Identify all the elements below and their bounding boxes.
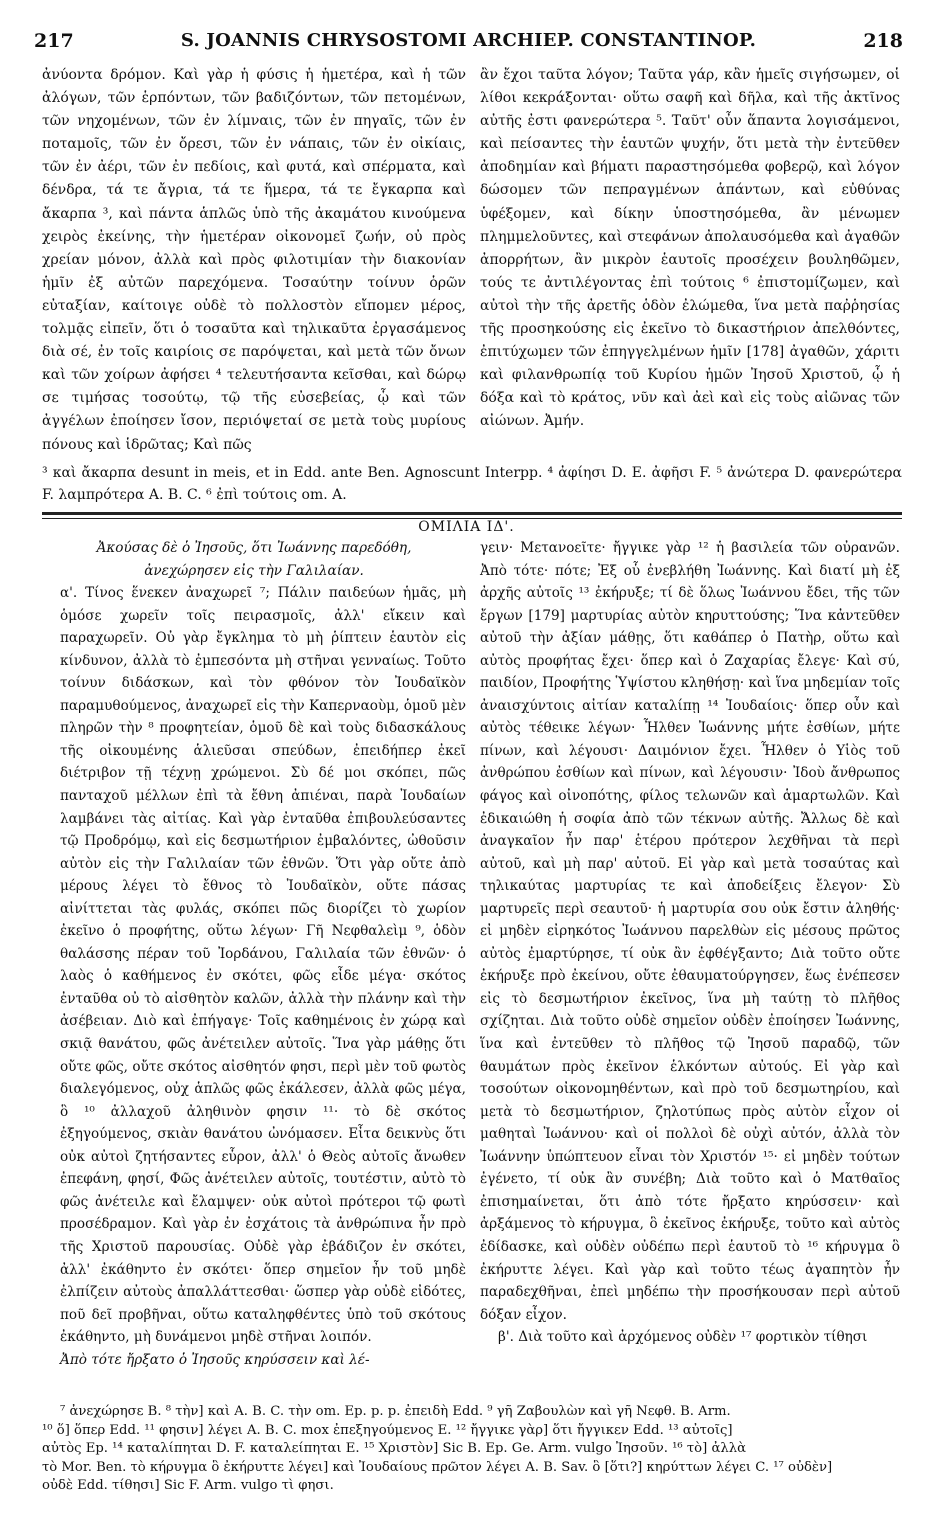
bottom-right-tail: β'. Διὰ τοῦτο καὶ ἀρχόμενος οὐδὲν ¹⁷ φορτικὸν τίθησι [498,1329,868,1346]
bottom-right-body: γειν· Μετανοεῖτε· ἤγγικε γὰρ ¹² ἡ βασιλεία τῶν οὐρανῶν. Ἀπὸ τότε· πότε; Ἐξ οὗ ἐνεβλήθη Ἰωάννης. Καὶ διατί μὴ ἐξ ἀρχῆς αὐτοῖς ¹³ ἐκήρυξε; τί δὲ ὅλως Ἰωάννου ἔδει, τῆς τῶν ἔργων [179] μαρτυρίας αὐτὸν κηρυττούσης; Ἵνα κἀντεῦθεν αὐτοῦ τὴν ἀξίαν μάθῃς, ὅτι καθάπερ ὁ Πατὴρ, οὕτω καὶ αὐτὸς προφήτας ἔχει· ὅπερ καὶ ὁ Ζαχαρίας ἔλεγε· Καὶ σύ, παιδίον, Προφήτης Ὑψίστου κληθήσῃ· καὶ ἵνα μηδεμίαν τοῖς ἀναισχύντοις αἰτίαν καταλίπῃ ¹⁴ Ἰουδαίοις· ὅπερ οὖν καὶ αὐτὸς τέθεικε λέγων· Ἦλθεν Ἰωάννης μήτε ἐσθίων, μήτε πίνων, καὶ λέγουσι· Δαιμόνιον ἔχει. Ἦλθεν ὁ Υἱὸς τοῦ ἀνθρώπου ἐσθίων καὶ πίνων, καὶ λέγουσιν· Ἰδοὺ ἄνθρωπος φάγος καὶ οἰνοπότης, φίλος τελωνῶν καὶ ἁμαρτωλῶν. Καὶ ἐδικαιώθη ἡ σοφία ἀπὸ τῶν τέκνων αὐτῆς. Ἄλλως δὲ καὶ ἀναγκαῖον ἦν παρ' ἑτέρου πρότερον λεχθῆναι τὰ περὶ αὐτοῦ, καὶ μὴ παρ' αὐτοῦ. Εἰ γὰρ καὶ μετὰ τοσαύτας καὶ τηλικαύτας μαρτυρίας τε καὶ ἀποδείξεις ἔλεγον· Σὺ μαρτυρεῖς περὶ σεαυτοῦ· ἡ μαρτυρία σου οὐκ ἔστιν ἀληθής· εἰ μηδὲν εἰρηκότος Ἰωάννου παρελθὼν εἰς μέσους πρῶτος αὐτὸς ἐμαρτύρησε, τί οὐκ ἂν ἐφθέγξαντο; Διὰ τοῦτο οὔτε ἐκήρυξε πρὸ ἐκείνου, οὔτε ἐθαυματούργησεν, ἕως ἐνέπεσεν εἰς τὸ δεσμωτήριον ἐκεῖνος, ἵνα μὴ ταύτῃ τὸ πλῆθος σχίζηται. Διὰ τοῦτο οὐδὲ σημεῖον οὐδὲν ἐποίησεν Ἰωάννης, ἵνα καὶ ἐντεῦθεν τὸ πλῆθος τῷ Ἰησοῦ παραδῷ, τῶν θαυμάτων πρὸς ἐκεῖνον ἑλκόντων αὐτούς. Εἰ γὰρ καὶ τοσούτων οἰκονομηθέντων, καὶ πρὸ τοῦ δεσμωτηρίου, καὶ μετὰ τὸ δεσμωτήριον, ζηλοτύπως πρὸς αὐτὸν εἶχον οἱ μαθηταὶ Ἰωάννου· καὶ οἱ πολλοὶ δὲ οὐχὶ αὐτόν, ἀλλὰ τὸν Ἰωάννην ὑπώπτευον εἶναι τὸν Χριστόν ¹⁵· εἰ μηδὲν τούτων ἐγένετο, τί οὐκ ἂν συνέβη; Διὰ τοῦτο καὶ ὁ Ματθαῖος ἐπισημαίνεται, ὅτι ἀπὸ τότε ἤρξατο κηρύσσειν· καὶ ἀρξάμενος τὸ κήρυγμα, ὃ ἐκεῖνος ἐκήρυξε, τοῦτο καὶ αὐτὸς ἐδίδασκε, καὶ οὐδὲν οὐδέπω περὶ ἑαυτοῦ τὸ ¹⁶ κήρυγμα ὃ ἐκήρυττε λέγει. Καὶ γὰρ καὶ τοῦτο τέως ἀγαπητὸν ἦν παραδεχθῆναι, ἐπεὶ μηδέπω τὴν προσήκουσαν περὶ αὐτοῦ δόξαν εἶχον. [480,540,900,1323]
bottom-left-tail: Ἀπὸ τότε ἤρξατο ὁ Ἰησοῦς κηρύσσειν καὶ λέ- [60,1351,370,1368]
footnote-line: ⁷ ἀνεχώρησε B. ⁸ τὴν] καὶ A. B. C. τὴν om. Ep. p. p. ἐπειδὴ Edd. ⁹ γῆ Ζαβουλὼν καὶ γῆ Νεφθ. B. Arm. [60,1404,731,1419]
footnote-line: ¹⁰ ὅ] ὅπερ Edd. ¹¹ φησιν] λέγει A. B. C. mox ἐπεξηγούμενος E. ¹² ἤγγικε γὰρ] ὅτι ἤγγικεν Edd. ¹³ αὐτοῖς] [42,1422,733,1438]
lemma: Ἀκούσας δὲ ὁ Ἰησοῦς, ὅτι Ἰωάννης παρεδόθη, ἀνεχώρησεν εἰς τὴν Γαλιλαίαν. [96,540,412,579]
bottom-footnotes [42,1403,902,1496]
homily-title: ΟΜΙΛΙΑ ΙΔ'. [418,519,515,535]
page-header [34,30,903,60]
bottom-right-column [480,537,900,1349]
page-number-right: 218 [863,30,903,52]
footnote-line: τὸ Mor. Ben. τὸ κήρυγμα ὃ ἐκήρυττε λέγει] καὶ Ἰουδαίους πρῶτον λέγει A. B. Sav. ὃ [ὅτι?] κηρύττων λέγει C. ¹⁷ οὐδὲν] [42,1459,833,1475]
footnote-line: αὐτὸς Ep. ¹⁴ καταλίπηται D. F. καταλείπηται E. ¹⁵ Χριστὸν] Sic B. Ep. Ge. Arm. vulgo Ἰησοῦν. ¹⁶ τὸ] ἀλλὰ [42,1441,746,1456]
bottom-left-column [42,537,466,1371]
top-right-text: ἂν ἔχοι ταῦτα λόγον; Ταῦτα γάρ, κἂν ἡμεῖς σιγήσωμεν, οἱ λίθοι κεκράξονται· οὕτω σαφῆ καὶ δῆλα, καὶ τῆς ἀκτῖνος αὐτῆς ἐστι φανερώτερα ⁵. Ταῦτ' οὖν ἅπαντα λογισάμενοι, καὶ πείσαντες τὴν ἑαυτῶν ψυχήν, ὅτι μετὰ τὴν ἐντεῦθεν ἀποδημίαν καὶ βήματι παραστησόμεθα φοβερῷ, καὶ λόγον δώσομεν τῶν πεπραγμένων ἁπάντων, καὶ εὐθύνας ὑφέξομεν, καὶ δίκην ὑποστησόμεθα, ἂν μένωμεν πλημμελοῦντες, καὶ στεφάνων ἀπολαυσόμεθα καὶ ἀγαθῶν ἀπορρήτων, ἂν μικρὸν ἑαυτοῖς προσέχειν βουληθῶμεν, τούς τε ἀντιλέγοντας ἐπὶ τούτοις ⁶ ἐπιστομίζωμεν, καὶ αὐτοὶ τὴν τῆς ἀρετῆς ὁδὸν ἐλώμεθα, ἵνα μετὰ παῤῥησίας τῆς προσηκούσης εἰς ἐκεῖνο τὸ δικαστήριον ἀπελθόντες, ἐπιτύχωμεν τῶν ἐπηγγελμένων ἡμῖν [178] ἀγαθῶν, χάριτι καὶ φιλανθρωπίᾳ τοῦ Κυρίου ἡμῶν Ἰησοῦ Χριστοῦ, ᾧ ἡ δόξα καὶ τὸ κράτος, νῦν καὶ ἀεὶ καὶ εἰς τοὺς αἰῶνας τῶν αἰώνων. Ἀμήν. [480,67,900,430]
top-right-column [480,64,900,434]
running-title: S. JOANNIS CHRYSOSTOMI ARCHIEP. CONSTANTINOP. [180,30,757,51]
page-number-left: 217 [34,30,74,52]
top-left-text: ἀνύοντα δρόμον. Καὶ γὰρ ἡ φύσις ἡ ἡμετέρα, καὶ ἡ τῶν ἀλόγων, τῶν ἑρπόντων, τῶν βαδιζόντων, τῶν πετομένων, τῶν νηχομένων, τῶν ἐν λίμναις, τῶν ἐν πηγαῖς, τῶν ἐν ποταμοῖς, τῶν ἐν ὄρεσι, τῶν ἐν νάπαις, τῶν ἐν οἰκίαις, τῶν ἐν ἀέρι, τῶν ἐν πεδίοις, καὶ φυτά, καὶ σπέρματα, καὶ δένδρα, τά τε ἄγρια, τά τε ἥμερα, τά τε ἔγκαρπα καὶ ἄκαρπα ³, καὶ πάντα ἁπλῶς ὑπὸ τῆς ἀκαμάτου κινούμενα χειρὸς ἐκείνης, τὴν ἡμετέραν οἰκονομεῖ ζωήν, οὐ πρὸς χρείαν μόνον, ἀλλὰ καὶ πρὸς φιλοτιμίαν τὴν διακονίαν ἡμῖν ἐξ αὐτῶν παρεχόμενα. Τοσαύτην τοίνυν ὁρῶν εὐταξίαν, καίτοιγε οὐδὲ τὸ πολλοστὸν εἴπομεν μέρος, τολμᾷς εἰπεῖν, ὅτι ὁ τοσαῦτα καὶ τηλικαῦτα ἐργασάμενος διὰ σέ, ἐν τοῖς καιρίοις σε παρόψεται, καὶ μετὰ τῶν ὄνων καὶ τῶν χοίρων ἀφήσει ⁴ τελευτήσαντα κεῖσθαι, καὶ δώρῳ σε τιμήσας τοσούτῳ, τῷ τῆς εὐσεβείας, ᾧ καὶ τῶν ἀγγέλων ἐποίησεν ἴσον, περιόψεταί σε μετὰ τοὺς μυρίους πόνους καὶ ἱδρῶτας; Καὶ πῶς [42,67,466,453]
bottom-left-body: α'. Τίνος ἕνεκεν ἀναχωρεῖ ⁷; Πάλιν παιδεύων ἡμᾶς, μὴ ὁμόσε χωρεῖν τοῖς πειρασμοῖς, ἀλλ' εἴκειν καὶ παραχωρεῖν. Οὐ γὰρ ἔγκλημα τὸ μὴ ῥίπτειν ἑαυτὸν εἰς κίνδυνον, ἀλλὰ τὸ ἐμπεσόντα μὴ στῆναι γενναίως. Τοῦτο τοίνυν διδάσκων, καὶ τὸν φθόνον τὸν Ἰουδαϊκὸν παραμυθούμενος, ἀναχωρεῖ εἰς τὴν Καπερναοὺμ, ὁμοῦ μὲν πληρῶν τὴν ⁸ προφητείαν, ὁμοῦ δὲ καὶ τοὺς διδασκάλους τῆς οἰκουμένης ἁλιεῦσαι σπεύδων, ἐπειδήπερ ἐκεῖ διέτριβον τῇ τέχνῃ χρώμενοι. Σὺ δέ μοι σκόπει, πῶς πανταχοῦ μέλλων ἐπὶ τὰ ἔθνη ἀπιέναι, παρὰ Ἰουδαίων λαμβάνει τὰς αἰτίας. Καὶ γὰρ ἐνταῦθα ἐπιβουλεύσαντες τῷ Προδρόμῳ, καὶ εἰς δεσμωτήριον ἐμβαλόντες, ὠθοῦσιν αὐτὸν εἰς τὴν Γαλιλαίαν τῶν ἐθνῶν. Ὅτι γὰρ οὔτε ἀπὸ μέρους λέγει τὸ ἔθνος τὸ Ἰουδαϊκὸν, οὔτε πάσας αἰνίττεται τὰς φυλάς, σκόπει πῶς διορίζει τὸ χωρίον ἐκεῖνο ὁ προφήτης, οὕτω λέγων· Γῆ Νεφθαλεὶμ ⁹, ὁδὸν θαλάσσης πέραν τοῦ Ἰορδάνου, Γαλιλαία τῶν ἐθνῶν· ὁ λαὸς ὁ καθήμενος ἐν σκότει, φῶς εἶδε μέγα· σκότος ἐνταῦθα οὐ τὸ αἰσθητὸν καλῶν, ἀλλὰ τὴν πλάνην καὶ τὴν ἀσέβειαν. Διὸ καὶ ἐπήγαγε· Τοῖς καθημένοις ἐν χώρᾳ καὶ σκιᾷ θανάτου, φῶς ἀνέτειλεν αὐτοῖς. Ἵνα γὰρ μάθῃς ὅτι οὔτε φῶς, οὔτε σκότος αἰσθητόν φησι, περὶ μὲν τοῦ φωτὸς διαλεγόμενος, οὐχ ἁπλῶς φῶς ἐκάλεσεν, ἀλλὰ φῶς μέγα, ὃ ¹⁰ ἀλλαχοῦ ἀληθινὸν φησιν ¹¹· τὸ δὲ σκότος ἐξηγούμενος, σκιὰν θανάτου ὠνόμασεν. Εἶτα δεικνὺς ὅτι οὐκ αὐτοὶ ζητήσαντες εὗρον, ἀλλ' ὁ Θεὸς αὐτοῖς ἄνωθεν ἐπεφάνη, φησί, Φῶς ἀνέτειλεν αὐτοῖς, τουτέστιν, αὐτὸ τὸ φῶς ἀνέτειλε καὶ ἔλαμψεν· οὐκ αὐτοὶ πρότεροι τῷ φωτὶ προσέδραμον. Καὶ γὰρ ἐν ἐσχάτοις τὰ ἀνθρώπινα ἦν πρὸ τῆς Χριστοῦ παρουσίας. Οὐδὲ γὰρ ἐβάδιζον ἐν σκότει, ἀλλ' ἐκάθηντο ἐν σκότει· ὅπερ σημεῖον ἦν τοῦ μηδὲ ἐλπίζειν αὐτοὺς ἀπαλλάττεσθαι· ὥσπερ γὰρ οὐδὲ εἰδότες, ποῦ δεῖ προβῆναι, οὕτω καταληφθέντες ὑπὸ τοῦ σκότους ἐκάθηντο, μὴ δυνάμενοι μηδὲ στῆναι λοιπόν. [60,585,466,1346]
top-left-column [42,64,466,457]
section-rule-thick [42,512,902,515]
top-footnotes: ³ καὶ ἄκαρπα desunt in meis, et in Edd. ante Ben. Agnoscunt Interpp. ⁴ ἀφίησι D. E. ἀφῆσι F. ⁵ ἀνώτερα D. φανερώτερα F. λαμπρότερα A. B. C. ⁶ ἐπὶ τούτοις om. A. [42,465,902,503]
footnote-line: οὐδὲ Edd. τίθησι] Sic F. Arm. vulgo τὶ φησι. [42,1478,334,1493]
